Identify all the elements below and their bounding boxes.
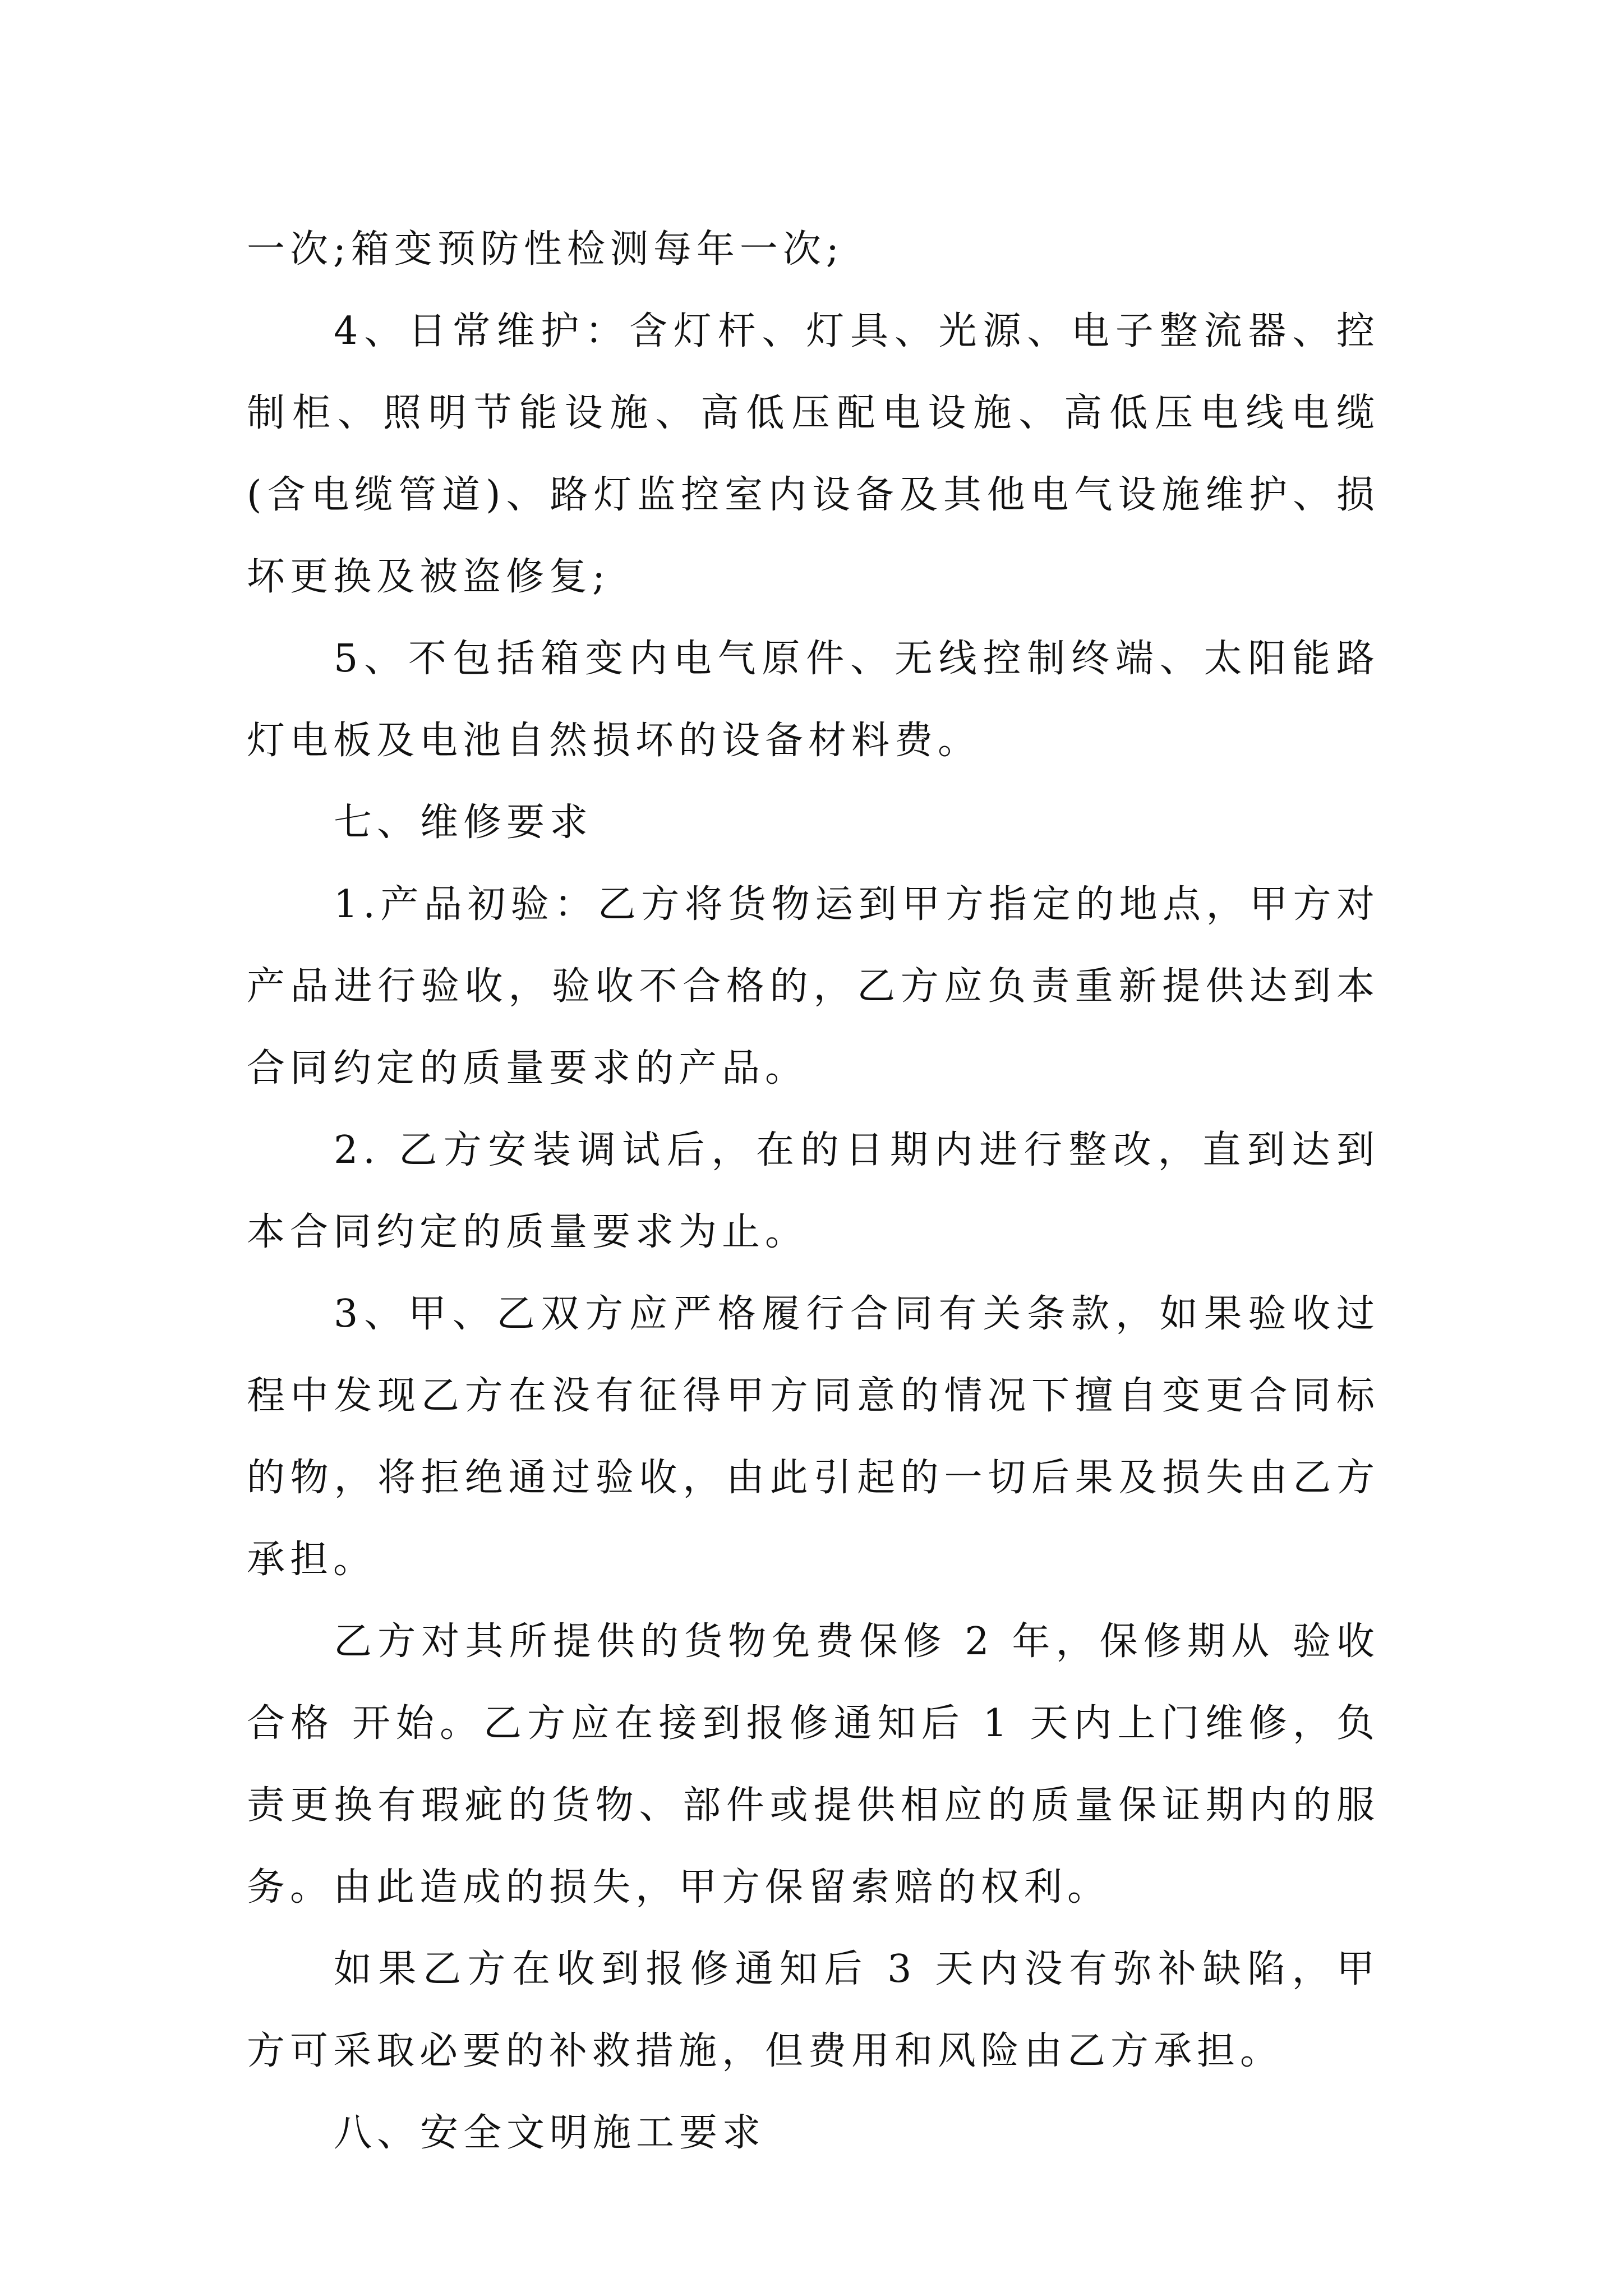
paragraph-continuation: 一次;箱变预防性检测每年一次; <box>247 227 844 272</box>
paragraph-warranty: 乙方对其所提供的货物免费保修 2 年，保修期从 验收合格 开始。乙方应在接到报修通知后 1 天内上门维修，负责更换有瑕疵的货物、部件或提供相应的质量保证期内的服务。由此造成的损失，甲方保留索赔的权利。 <box>247 1619 1380 1910</box>
paragraph-requirement-2: 2. 乙方安装调试后，在的日期内进行整改，直到达到本合同约定的质量要求为止。 <box>247 1128 1380 1254</box>
section-heading-8: 八、安全文明施工要求 <box>334 2111 766 2155</box>
paragraph-requirement-1: 1.产品初验：乙方将货物运到甲方指定的地点，甲方对产品进行验收，验收不合格的，乙方应负责重新提供达到本合同约定的质量要求的产品。 <box>247 882 1380 1091</box>
document-body <box>247 209 1380 2174</box>
paragraph-remedy: 如果乙方在收到报修通知后 3 天内没有弥补缺陷，甲方可采取必要的补救措施，但费用和风险由乙方承担。 <box>247 1947 1380 2073</box>
paragraph-item-4: 4、日常维护：含灯杆、灯具、光源、电子整流器、控制柜、照明节能设施、高低压配电设施、高低压电线电缆(含电缆管道)、路灯监控室内设备及其他电气设施维护、损坏更换及被盗修复; <box>247 309 1380 599</box>
paragraph-requirement-3: 3、甲、乙双方应严格履行合同有关条款，如果验收过程中发现乙方在没有征得甲方同意的情况下擅自变更合同标的物，将拒绝通过验收，由此引起的一切后果及损失由乙方承担。 <box>247 1292 1380 1582</box>
section-heading-7: 七、维修要求 <box>334 800 593 845</box>
paragraph-item-5: 5、不包括箱变内电气原件、无线控制终端、太阳能路灯电板及电池自然损坏的设备材料费。 <box>247 637 1380 763</box>
